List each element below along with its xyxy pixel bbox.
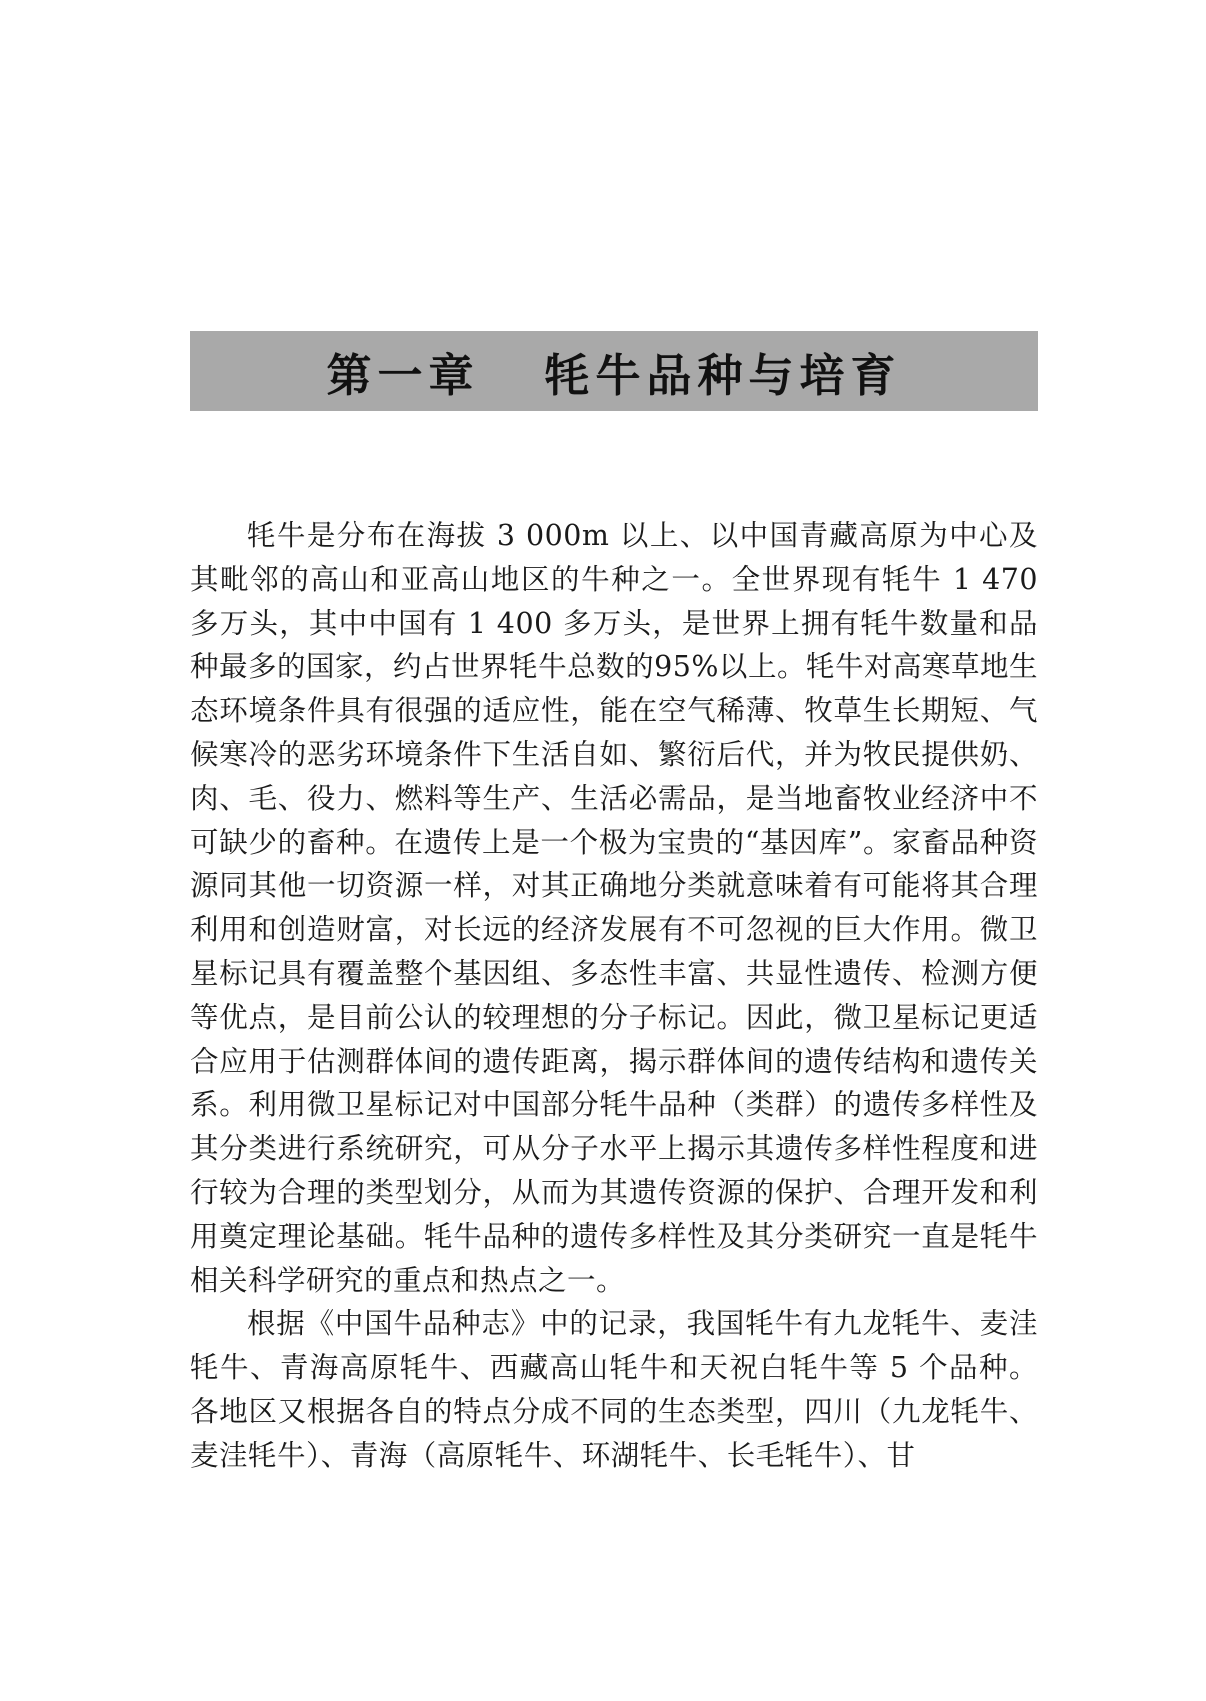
chapter-title: 第一章 牦牛品种与培育 (326, 348, 902, 402)
paragraph: 根据《中国牛品种志》中的记录，我国牦牛有九龙牦牛、麦洼牦牛、青海高原牦牛、西藏高山牦牛和天祝白牦牛等 5 个品种。各地区又根据各自的特点分成不同的生态类型，四川（九龙牦牛、麦洼牦牛）、青海（高原牦牛、环湖牦牛、长毛牦牛）、甘 (190, 1307, 1038, 1472)
paragraph: 牦牛是分布在海拔 3 000m 以上、以中国青藏高原为中心及其毗邻的高山和亚高山地区的牛种之一。全世界现有牦牛 1 470 多万头，其中中国有 1 400 多万头，是世界上拥有牦牛数量和品种最多的国家，约占世界牦牛总数的95%以上。牦牛对高寒草地生态环境条件具有很强的适应性，能在空气稀薄、牧草生长期短、气候寒冷的恶劣环境条件下生活自如、繁衍后代，并为牧民提供奶、肉、毛、役力、燃料等生产、生活必需品，是当地畜牧业经济中不可缺少的畜种。在遗传上是一个极为宝贵的“基因库”。家畜品种资源同其他一切资源一样，对其正确地分类就意味着有可能将其合理利用和创造财富，对长远的经济发展有不可忽视的巨大作用。微卫星标记具有覆盖整个基因组、多态性丰富、共显性遗传、检测方便等优点，是目前公认的较理想的分子标记。因此，微卫星标记更适合应用于估测群体间的遗传距离，揭示群体间的遗传结构和遗传关系。利用微卫星标记对中国部分牦牛品种（类群）的遗传多样性及其分类进行系统研究，可从分子水平上揭示其遗传多样性程度和进行较为合理的类型划分，从而为其遗传资源的保护、合理开发和利用奠定理论基础。牦牛品种的遗传多样性及其分类研究一直是牦牛相关科学研究的重点和热点之一。 (190, 519, 1038, 1297)
body-text (190, 514, 1038, 1478)
chapter-banner (190, 331, 1038, 411)
